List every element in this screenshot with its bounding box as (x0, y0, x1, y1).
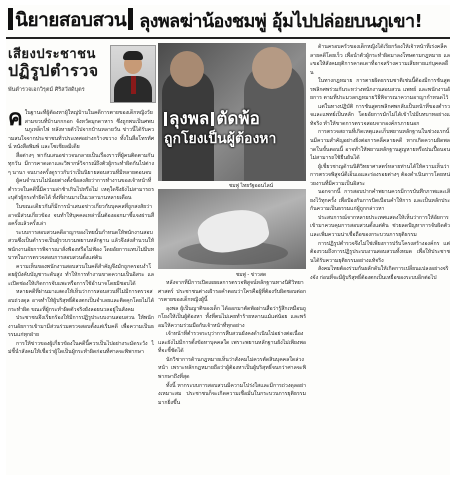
paragraph: ผู้เชี่ยวชาญด้านนิติวิทยาศาสตร์หลายท่านได้ให้ความเห็นว่า การตรวจพิสูจน์ดีเอ็นเอและร่องรอยต่างๆ ต้องดำเนินการโดยหน่วยงานที่มีความเป็นอิสระ (310, 163, 450, 187)
drop-cap: ค (8, 109, 23, 131)
paragraph: การตรวจสถานที่เกิดเหตุและเก็บพยานหลักฐานในช่วงแรกนั้นมีความสำคัญอย่างยิ่งต่อการคลี่คลายคดี หากเกิดความผิดพลาดในขั้นตอนนี้ อาจทำให้พยานหลักฐานสูญหายหรือปนเปื้อนจนไม่สามารถใช้ยืนยันได้ (310, 129, 450, 162)
paragraph: ในขณะเดียวกันก็มีการนำเสนอข่าวเกี่ยวกับบุคคลที่ถูกสงสัยว่าอาจมีส่วนเกี่ยวข้อง จนทำให้บุคคลเหล่านั้นต้องออกมาชี้แจงผ่านสื่อครั้งแล้วครั้งเล่า (8, 204, 154, 228)
headline (6, 5, 450, 35)
paragraph: นักวิชาการด้านกฎหมายเห็นว่าสังคมไม่ควรตัดสินบุคคลใดล่วงหน้า เพราะหลักกฎหมายถือว่าผู้ต้องหาเป็นผู้บริสุทธิ์จนกว่าศาลจะพิพากษาถึงที่สุด (158, 356, 306, 381)
article-column-left (8, 109, 154, 471)
headline-main: ลุงพลฆ่าน้องชมพู่ อุ้มไปปล่อยบนภูเขา! (139, 10, 423, 32)
paragraph (8, 109, 154, 152)
article-column-right (310, 43, 450, 471)
author-portrait (110, 45, 156, 103)
paragraph: ด้านครอบครัวของเด็กหญิงได้เรียกร้องให้เจ้าหน้าที่เร่งคลี่คลายคดีโดยเร็ว เพื่อนำตัวผู้กระทำผิดมาลงโทษตามกฎหมาย และขอให้สังคมยุติการคาดเดาที่อาจสร้างความเสียหายแก่บุคคลอื่น (310, 44, 450, 76)
caption-quote (164, 109, 304, 129)
column-title-line1: เสียงประชาชน (8, 47, 96, 62)
paragraph: ระบบการสอบสวนคดีอาญาของไทยนั้นกำหนดให้พนักงานสอบสวนซึ่งเป็นตำรวจเป็นผู้รวบรวมพยานหลักฐาน แล้วจึงส่งสำนวนให้พนักงานอัยการพิจารณาสั่งฟ้องหรือไม่ฟ้อง โดยอัยการแทบไม่มีบทบาทในการตรวจสอบการสอบสวนตั้งแต่ต้น (8, 229, 154, 262)
paragraph: ผู้คนจำนวนไม่น้อยต่างตั้งข้อสงสัยว่าการทำงานของเจ้าหน้าที่ตำรวจในคดีนี้มีความล่าช้าเกินไปหรือไม่ เหตุใดจึงยังไม่สามารถระบุตัวผู้กระทำผิดได้ ทั้งที่ผ่านมาเป็นเวลานานหลายเดือน (8, 178, 154, 202)
paragraph: การปฏิรูปตำรวจจึงไม่ใช่เพียงการปรับโครงสร้างองค์กร แต่ต้องรวมถึงการปฏิรูประบบงานสอบสวนทั้งหมด เพื่อให้ประชาชนได้รับความยุติธรรมอย่างแท้จริง (310, 240, 450, 264)
paragraph: สังคมไทยต้องร่วมกันผลักดันให้เกิดการเปลี่ยนแปลงอย่างจริงจัง ก่อนที่จะมีผู้บริสุทธิ์ต้องตกเป็นเหยื่อของระบบอีกต่อไป (310, 266, 449, 281)
column-title (8, 47, 108, 79)
headline-quote (6, 5, 135, 35)
paragraph: ความเห็นของพนักงานสอบสวนในคดีสำคัญจึงมักถูกครอบงำโดยผู้บังคับบัญชาระดับสูง ทำให้การทำงานขาดความเป็นอิสระ และเปิดช่องให้เกิดการจับแพะหรือการใช้อำนาจโดยมิชอบได้ (8, 263, 154, 287)
photo-credit-lower: ชมพู่ - ข่าวสด (235, 272, 267, 278)
headline-rule (6, 37, 450, 39)
photo-credit-main: ชมพู่ ไทยรัฐออนไลน์ (228, 183, 274, 189)
paragraph-text: ในฐานะที่ผู้ต้องหาผู้ใหญ่บ้านในคดีการตายของเด็กหญิงวัยสามขวบที่บ้านกกกอก จังหวัดมุกดาหาร ซึ่งถูกพบเป็นศพบนภูเหล็กไฟ หลังหายตัวไปจากบ้านหลายวัน ข่าวนี้ได้รับความสนใจจากประชาชนทั่วประเทศอย่างกว้างขวาง ทั้งในสื่อโทรทัศน์ หนังสือพิมพ์ และโซเชียลมีเดีย (8, 110, 154, 151)
lower-photo (158, 189, 306, 269)
newspaper-page (6, 5, 450, 475)
paragraph: ลุงพล ผู้เป็นญาติของเด็ก ได้ออกมาตัดพ้อผ่านสื่อว่ารู้สึกเหมือนถูกโยงให้เป็นผู้ต้องหา ทั้งที่ตนไม่เคยทำร้ายหลานแม้แต่น้อย และพร้อมให้ความร่วมมือกับเจ้าหน้าที่ทุกอย่าง (158, 305, 306, 329)
headline-quote-text: นิยายสอบสวน (15, 9, 127, 31)
column-banner (6, 43, 156, 105)
paragraph: เจ้าหน้าที่ตำรวจระบุว่าการสืบสวนยังคงดำเนินไปอย่างต่อเนื่อง และยังไม่มีการตั้งข้อหาบุคคลใด เพราะพยานหลักฐานยังไม่เพียงพอที่จะชี้ชัดได้ (158, 331, 306, 355)
column-title-line2: ปฏิรูปตำรวจ (8, 61, 99, 80)
paragraph: สื่อต่างๆ พากันเสนอข่าวจนกลายเป็นเรื่องราวที่ผู้คนติดตามกันทุกวัน มีการคาดเดาและวิพากษ์วิจารณ์ถึงตัวผู้กระทำผิดกันไปต่างๆ นานา จนบางครั้งดูราวกับว่าเป็นนิยายสอบสวนที่มีหลายตอนจบ (8, 152, 154, 176)
paragraph: ประสบการณ์จากหลายประเทศแสดงให้เห็นว่าการให้อัยการเข้ามาควบคุมการสอบสวนตั้งแต่ต้น ช่วยลดปัญหาการจับผิดตัวและเพิ่มความน่าเชื่อถือของกระบวนการยุติธรรม (310, 214, 450, 239)
caption-quote-name: ลุงพล (169, 109, 210, 129)
paragraph: หลายคดีที่ผ่านมาแสดงให้เห็นว่าการสอบสวนที่ไม่มีการตรวจสอบถ่วงดุล อาจทำให้ผู้บริสุทธิ์ต้องตกเป็นจำเลยและติดคุกโดยไม่ได้กระทำผิด ขณะที่ผู้กระทำผิดตัวจริงยังลอยนวลอยู่ในสังคม (8, 289, 154, 313)
caption-sub: ถูกโยงเป็นผู้ต้องหา (164, 131, 277, 147)
paragraph: นอกจากนี้ การสอบปากคำพยานควรมีการบันทึกภาพและเสียงไว้ทุกครั้ง เพื่อป้องกันการบิดเบือนคำให้การ และเป็นหลักประกันความเป็นธรรมแก่ผู้ถูกกล่าวหา (310, 189, 450, 213)
caption-quote-tail: ตัดพ้อ (216, 109, 260, 129)
column-author: พันตำรวจเอกวิรุตม์ ศิริสวัสดิบุตร (8, 87, 85, 93)
paragraph: การให้ข่าวของผู้เกี่ยวข้องในคดีนี้ควรเป็นไปอย่างระมัดระวัง ไม่ชี้นำสังคมให้เชื่อว่าผู้ใดเป็นผู้กระทำผิดก่อนที่ศาลจะพิพากษา (8, 340, 154, 356)
paragraph: หลังจากที่มีการเปิดเผยผลการตรวจพิสูจน์หลักฐานทางนิติวิทยาศาสตร์ ประชาชนต่างเฝ้ารอคำตอบว่าใครคือผู้ที่ต้องรับผิดชอบต่อการตายของเด็กหญิงผู้นี้ (158, 280, 306, 304)
paragraph: ในทางกฎหมาย การตายผิดธรรมชาติเช่นนี้ต้องมีการชันสูตรพลิกศพร่วมกันระหว่างพนักงานสอบสวน แพทย์ และพนักงานอัยการ ตามที่ประมวลกฎหมายวิธีพิจารณาความอาญากำหนดไว้ (310, 78, 450, 102)
paragraph: แต่ในทางปฏิบัติ การชันสูตรพลิกศพกลับเป็นหน้าที่ของตำรวจและแพทย์เป็นหลัก โดยอัยการมักไม่ได้เข้าไปมีบทบาทอย่างแท้จริง ทำให้ขาดการตรวจสอบจากองค์กรภายนอก (310, 103, 450, 127)
paragraph: ประชาชนจึงเรียกร้องให้มีการปฏิรูประบบงานสอบสวน ให้พนักงานอัยการเข้ามามีส่วนร่วมตรวจสอบตั้งแต่เริ่มคดี เพื่อความเป็นธรรมแก่ทุกฝ่าย (8, 315, 154, 339)
photo-caption (158, 109, 306, 159)
paragraph: ทั้งนี้ หากระบบการสอบสวนมีความโปร่งใสและมีการถ่วงดุลอย่างเหมาะสม ประชาชนก็จะเกิดความเชื่อมั่นในกระบวนการยุติธรรมมากยิ่งขึ้น (158, 382, 306, 406)
article-column-middle (158, 279, 306, 471)
